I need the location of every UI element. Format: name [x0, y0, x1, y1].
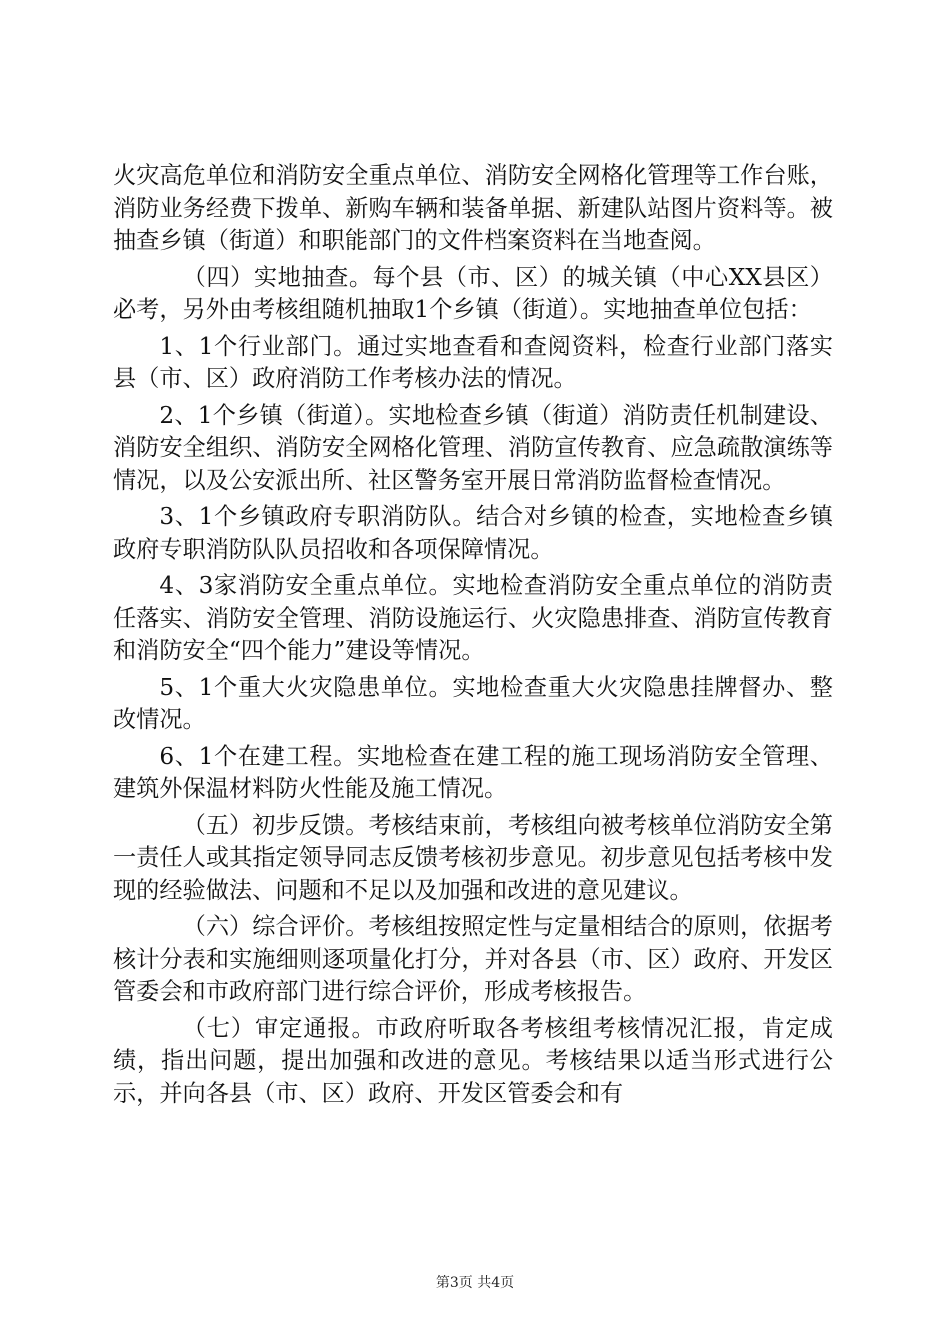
paragraph-item-6: 6、1个在建工程。实地检查在建工程的施工现场消防安全管理、建筑外保温材料防火性能及施工情况。: [113, 742, 833, 802]
paragraph-section-4: （四）实地抽查。每个县（市、区）的城关镇（中心XX县区）必考，另外由考核组随机抽取1个乡镇（街道）。实地抽查单位包括：: [113, 263, 833, 323]
paragraph-continuation: 火灾高危单位和消防安全重点单位、消防安全网格化管理等工作台账，消防业务经费下拨单、新购车辆和装备单据、新建队站图片资料等。被抽查乡镇（街道）和职能部门的文件档案资料在当地查阅。: [113, 162, 833, 254]
paragraph-item-1: 1、1个行业部门。通过实地查看和查阅资料，检查行业部门落实县（市、区）政府消防工作考核办法的情况。: [113, 332, 833, 392]
paragraph-section-5: （五）初步反馈。考核结束前，考核组向被考核单位消防安全第一责任人或其指定领导同志反馈考核初步意见。初步意见包括考核中发现的经验做法、问题和不足以及加强和改进的意见建议。: [113, 811, 833, 904]
page-number-label: 第3页 共4页: [435, 1275, 515, 1291]
document-body: [113, 160, 833, 1114]
paragraph-item-3: 3、1个乡镇政府专职消防队。结合对乡镇的检查，实地检查乡镇政府专职消防队队员招收和各项保障情况。: [113, 503, 833, 563]
paragraph-item-4: 4、3家消防安全重点单位。实地检查消防安全重点单位的消防责任落实、消防安全管理、消防设施运行、火灾隐患排查、消防宣传教育和消防安全“四个能力”建设等情况。: [113, 572, 833, 664]
paragraph-section-6: （六）综合评价。考核组按照定性与定量相结合的原则，依据考核计分表和实施细则逐项量化打分，并对各县（市、区）政府、开发区管委会和市政府部门进行综合评价，形成考核报告。: [113, 913, 833, 1005]
paragraph-section-7: （七）审定通报。市政府听取各考核组考核情况汇报，肯定成绩，指出问题，提出加强和改进的意见。考核结果以适当形式进行公示，并向各县（市、区）政府、开发区管委会和有: [113, 1014, 833, 1107]
paragraph-item-5: 5、1个重大火灾隐患单位。实地检查重大火灾隐患挂牌督办、整改情况。: [113, 673, 833, 733]
paragraph-item-2: 2、1个乡镇（街道）。实地检查乡镇（街道）消防责任机制建设、消防安全组织、消防安全网格化管理、消防宣传教育、应急疏散演练等情况，以及公安派出所、社区警务室开展日常消防监督检查情况。: [113, 401, 833, 494]
page-footer: [0, 1272, 950, 1292]
